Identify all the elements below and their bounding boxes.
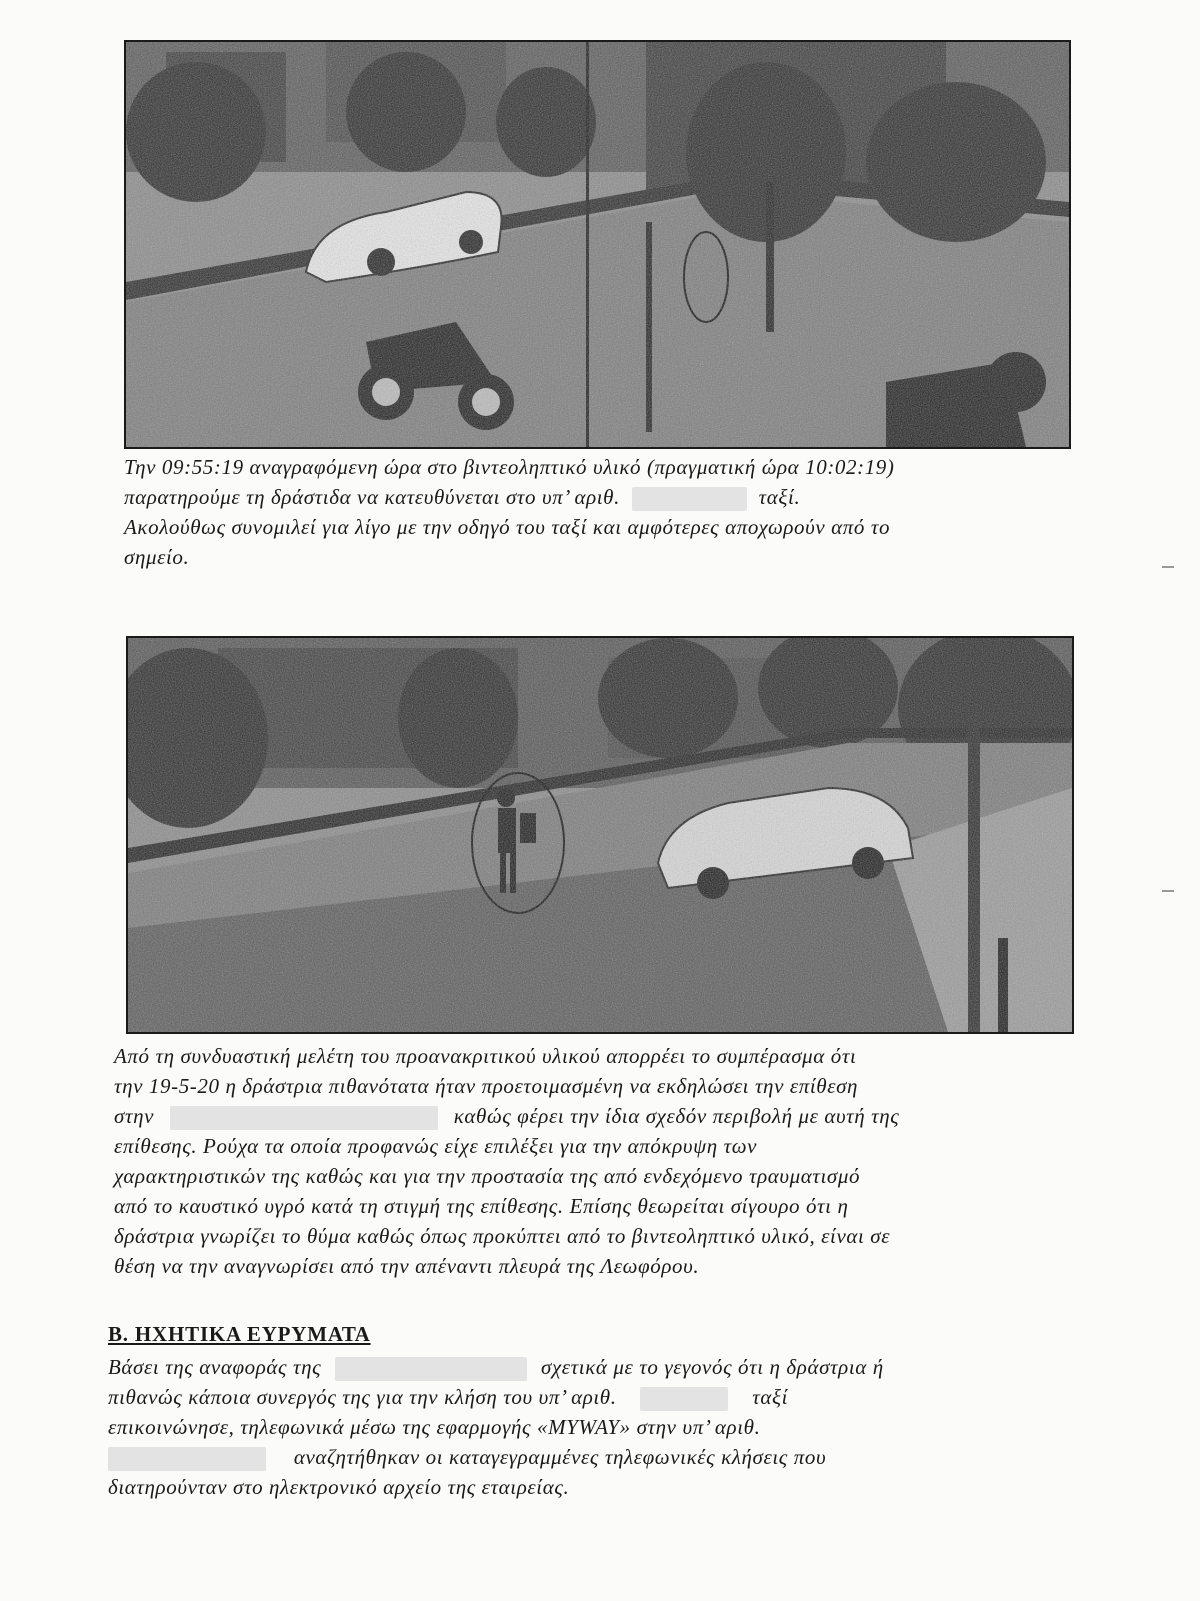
para-line-3b: καθώς φέρει την ίδια σχεδόν περιβολή με αυτή της [453,1104,900,1128]
cctv-still-street-taxi-icon [126,42,1069,447]
para-line-2: την 19-5-20 η δράστρια πιθανότατα ήταν προετοιμασμένη να εκδηλώσει την επίθεση [114,1074,859,1098]
para-line-1: Από τη συνδυαστική μελέτη του προανακριτικού υλικού απορρέει το συμπέρασμα ότι [114,1044,857,1068]
caption-1-line-2a: παρατηρούμε τη δράστιδα να κατευθύνεται στο υπ’ αριθ. [124,485,620,509]
cctv-photo-2 [126,636,1074,1034]
redacted-reporter-name [335,1357,527,1381]
redacted-taxi-number-2 [640,1387,728,1411]
photo-1-caption [124,452,1082,572]
section-b-line-3: επικοινώνησε, τηλεφωνικά μέσω της εφαρμογής «MYWAY» στην υπ’ αριθ. [108,1415,761,1439]
caption-1-line-2b: ταξί. [758,485,801,509]
para-line-3a: στην [114,1104,155,1128]
redacted-phone-number [108,1447,266,1471]
para-line-4: επίθεσης. Ρούχα τα οποία προφανώς είχε επιλέξει για την απόκρυψη των [114,1134,758,1158]
section-b-line-5: διατηρούνταν στο ηλεκτρονικό αρχείο της εταιρείας. [108,1475,570,1499]
para-line-6: από το καυστικό υγρό κατά τη στιγμή της επίθεσης. Επίσης θεωρείται σίγουρο ότι η [114,1194,849,1218]
redacted-victim-name [170,1106,438,1130]
analysis-paragraph [114,1041,1080,1281]
scan-edge-mark [1162,890,1174,892]
section-b-line-2b: ταξί [752,1385,789,1409]
para-line-5: χαρακτηριστικών της καθώς και για την προστασία της από ενδεχόμενο τραυματισμό [114,1164,861,1188]
cctv-still-street-suspect-circled-icon [128,638,1072,1032]
cctv-photo-1 [124,40,1071,449]
caption-1-line-1: Την 09:55:19 αναγραφόμενη ώρα στο βιντεοληπτικό υλικό (πραγματική ώρα 10:02:19) [124,455,895,479]
section-b-line-1b: σχετικά με το γεγονός ότι η δράστρια ή [541,1355,884,1379]
section-b-paragraph [108,1352,1080,1502]
caption-1-line-3: Ακολούθως συνομιλεί για λίγο με την οδηγό του ταξί και αμφότερες αποχωρούν από το [124,515,891,539]
para-line-8: θέση να την αναγνωρίσει από την απέναντι πλευρά της Λεωφόρου. [114,1254,700,1278]
caption-1-line-4: σημείο. [124,545,190,569]
section-b-heading: Β. ΗΧΗΤΙΚΑ ΕΥΡΥΜΑΤΑ [108,1322,371,1346]
section-b-line-2a: πιθανώς κάποια συνεργός της για την κλήση του υπ’ αριθ. [108,1385,617,1409]
section-b-line-4: αναζητήθηκαν οι καταγεγραμμένες τηλεφωνικές κλήσεις που [293,1445,827,1469]
para-line-7: δράστρια γνωρίζει το θύμα καθώς όπως προκύπτει από το βιντεοληπτικό υλικό, είναι σε [114,1224,891,1248]
scan-edge-mark [1162,566,1174,568]
redacted-taxi-number [632,487,747,511]
section-b-line-1a: Βάσει της αναφοράς της [108,1355,322,1379]
